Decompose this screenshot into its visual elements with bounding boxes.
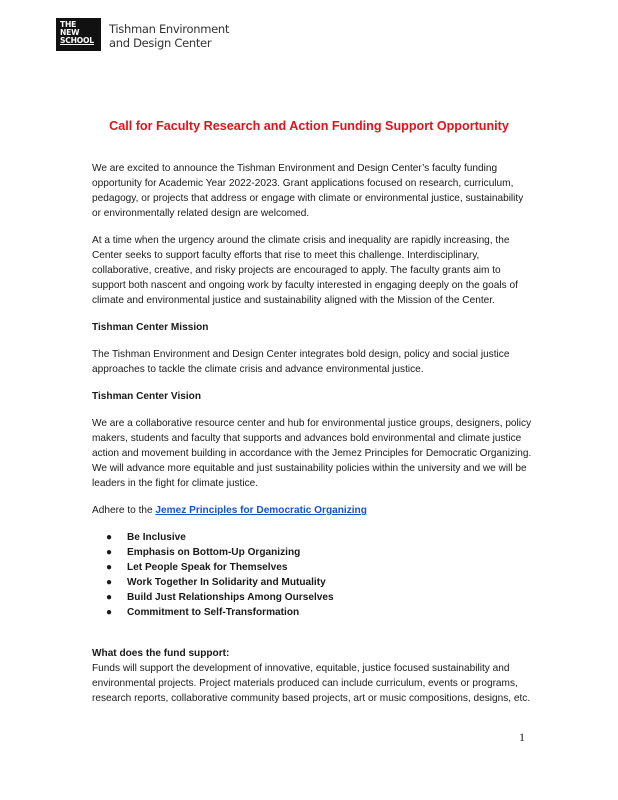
vision-text: We are a collaborative resource center and hub for environmental justice groups, designers, policy makers, students and faculty that supports and advances bold environmental and climate justice action and movement building in accordance with the Jemez Principles for Democratic Organizing. We will advance more equitable and just sustainability policies within the university and we will be leaders in the fight for climate justice. (92, 418, 532, 489)
bullet-icon: ● (106, 532, 113, 543)
logo-line: SCHOOL (60, 35, 94, 45)
new-school-logo (56, 18, 101, 51)
list-item (92, 560, 532, 575)
logo-line: THE (60, 20, 77, 29)
list-item (92, 530, 532, 545)
page-number: 1 (519, 730, 525, 744)
fund-text: Funds will support the development of innovative, equitable, justice focused sustainability and environmental projects. Project materials produced can include curriculum, events or programs, research reports, collaborative community based projects, art or music compositions, designs, etc. (92, 663, 531, 704)
adhere-prefix: Adhere to the (92, 505, 156, 516)
principle-text: Build Just Relationships Among Ourselves (127, 592, 334, 603)
intro-paragraph: At a time when the urgency around the climate crisis and inequality are rapidly increasing, the Center seeks to support faculty efforts that rise to meet this challenge. Interdisciplinary, collaborative, creative, and risky projects are encouraged to apply. The faculty grants aim to support both nascent and ongoing work by faculty interested in engaging deeply on the goals of climate and environmental justice and sustainability aligned with the Mission of the Center. (92, 235, 518, 306)
bullet-icon: ● (106, 547, 113, 558)
bullet-icon: ● (106, 592, 113, 603)
center-name-line: Tishman Environment (109, 22, 230, 36)
list-item (92, 575, 532, 590)
center-name (109, 22, 229, 50)
list-item (92, 590, 532, 605)
adhere-line (92, 503, 532, 518)
document-title: Call for Faculty Research and Action Funding Support Opportunity (109, 119, 509, 133)
intro-paragraph: We are excited to announce the Tishman Environment and Design Center’s faculty funding opportunity for Academic Year 2022-2023. Grant applications focused on research, curriculum, pedagogy, or projects that address or engage with climate or environmental justice, sustainability or environmentally related design are welcomed. (92, 163, 524, 219)
document-body (92, 161, 532, 718)
principle-text: Be Inclusive (127, 532, 186, 543)
center-name-line: and Design Center (109, 36, 212, 50)
principle-text: Let People Speak for Themselves (127, 562, 288, 573)
vision-heading: Tishman Center Vision (92, 391, 202, 402)
list-item (92, 545, 532, 560)
bullet-icon: ● (106, 577, 113, 588)
jemez-principles-link[interactable]: Jemez Principles for Democratic Organizing (155, 505, 367, 516)
mission-heading: Tishman Center Mission (92, 322, 209, 333)
bullet-icon: ● (106, 607, 113, 618)
principle-text: Work Together In Solidarity and Mutuality (127, 577, 326, 588)
principles-list (92, 530, 532, 620)
principle-text: Emphasis on Bottom-Up Organizing (127, 547, 301, 558)
fund-heading: What does the fund support: (92, 648, 230, 659)
bullet-icon: ● (106, 562, 113, 573)
logo-line: NEW (60, 27, 80, 37)
mission-text: The Tishman Environment and Design Center integrates bold design, policy and social justice approaches to tackle the climate crisis and advance environmental justice. (92, 349, 510, 375)
list-item (92, 605, 532, 620)
principle-text: Commitment to Self-Transformation (127, 607, 300, 618)
